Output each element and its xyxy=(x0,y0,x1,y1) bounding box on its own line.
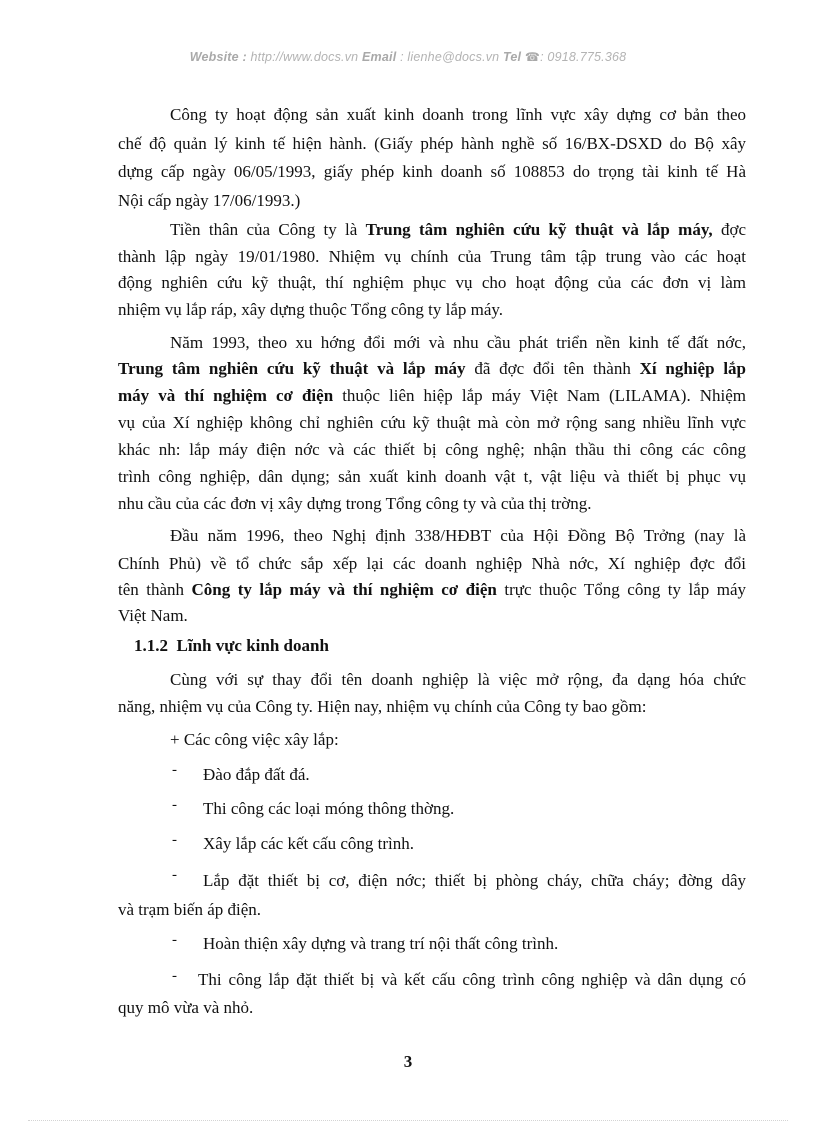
paragraph-1-line-4: Nội cấp ngày 17/06/1993.) xyxy=(118,191,301,210)
paragraph-3-line-3: máy và thí nghiệm cơ điện thuộc liên hiệp lắp máy Việt Nam (LILAMA). Nhiệm xyxy=(118,386,746,405)
page-number: 3 xyxy=(403,1052,413,1071)
list-item-6-line-2: quy mô vừa và nhỏ. xyxy=(118,998,254,1017)
list-item-2: Thi công các loại móng thông thờng. xyxy=(203,799,455,818)
list-dash: - xyxy=(172,968,177,984)
paragraph-2-line-2: thành lập ngày 19/01/1980. Nhiệm vụ chính của Trung tâm tập trung vào các hoạt xyxy=(118,247,746,266)
paragraph-4-line-4: Việt Nam. xyxy=(118,606,188,625)
paragraph-3-line-1: Năm 1993, theo xu hớng đổi mới và nhu cầu phát triển nền kinh tế đất nớc, xyxy=(170,333,746,352)
paragraph-4-line-2: Chính Phủ) về tổ chức sắp xếp lại các doanh nghiệp Nhà nớc, Xí nghiệp đợc đổi xyxy=(118,554,746,573)
paragraph-4-line-1: Đầu năm 1996, theo Nghị định 338/HĐBT của Hội Đồng Bộ Trởng (nay là xyxy=(170,526,746,545)
email-value: : lienhe@docs.vn xyxy=(400,50,500,64)
list-intro: + Các công việc xây lắp: xyxy=(170,730,339,749)
tel-value: : 0918.775.368 xyxy=(540,50,627,64)
paragraph-3-line-4: vụ của Xí nghiệp không chỉ nghiên cứu kỹ thuật mà còn mở rộng sang nhiều lĩnh vực xyxy=(118,413,746,432)
paragraph-1-line-3: dựng cấp ngày 06/05/1993, giấy phép kinh doanh số 108853 do trọng tài kinh tế Hà xyxy=(118,162,746,181)
paragraph-3-line-5: khác nh: lắp máy điện nớc và các thiết bị công nghệ; nhận thầu thi công các công xyxy=(118,440,746,459)
list-dash: - xyxy=(172,762,177,778)
section-number: 1.1.2 xyxy=(134,636,168,655)
paragraph-5-line-1: Cùng với sự thay đổi tên doanh nghiệp là việc mở rộng, đa dạng hóa chức xyxy=(170,670,746,689)
section-heading xyxy=(134,636,329,656)
list-dash: - xyxy=(172,867,177,883)
email-label: Email xyxy=(362,50,397,64)
list-dash: - xyxy=(172,932,177,948)
list-item-4-line-1: Lắp đặt thiết bị cơ, điện nớc; thiết bị phòng cháy, chữa cháy; đờng dây xyxy=(203,871,746,890)
list-dash: - xyxy=(172,832,177,848)
paragraph-5-line-2: năng, nhiệm vụ của Công ty. Hiện nay, nhiệm vụ chính của Công ty bao gồm: xyxy=(118,697,647,716)
list-item-5: Hoàn thiện xây dựng và trang trí nội thất công trình. xyxy=(203,934,559,953)
page-header xyxy=(0,50,816,64)
list-item-3: Xây lắp các kết cấu công trình. xyxy=(203,834,414,853)
section-title: Lĩnh vực kinh doanh xyxy=(176,636,329,655)
paragraph-1-line-1: Công ty hoạt động sản xuất kinh doanh trong lĩnh vực xây dựng cơ bản theo xyxy=(170,105,746,124)
phone-icon: ☎ xyxy=(524,50,541,64)
paragraph-2-line-4: nhiệm vụ lắp ráp, xây dựng thuộc Tổng công ty lắp máy. xyxy=(118,300,504,319)
list-item-4-line-2: và trạm biến áp điện. xyxy=(118,900,262,919)
website-label: Website : xyxy=(189,50,247,64)
footer-rule xyxy=(28,1120,788,1121)
paragraph-2-line-1: Tiền thân của Công ty là Trung tâm nghiên cứu kỹ thuật và lắp máy, đợc xyxy=(170,220,747,239)
list-item-1: Đào đắp đất đá. xyxy=(203,765,310,784)
tel-label: Tel xyxy=(503,50,522,64)
list-item-6-line-1: Thi công lắp đặt thiết bị và kết cấu công trình công nghiệp và dân dụng có xyxy=(198,970,746,989)
paragraph-2-line-3: động nghiên cứu kỹ thuật, thí nghiệm phục vụ cho hoạt động của các đơn vị làm xyxy=(118,273,746,292)
paragraph-3-line-6: trình công nghiệp, dân dụng; sản xuất kinh doanh vật t, vật liệu và thiết bị phục vụ xyxy=(118,467,746,486)
paragraph-1-line-2: chế độ quản lý kinh tế hiện hành. (Giấy phép hành nghề số 16/BX-DSXD do Bộ xây xyxy=(118,134,746,153)
paragraph-4-line-3: tên thành Công ty lắp máy và thí nghiệm cơ điện trực thuộc Tổng công ty lắp máy xyxy=(118,580,747,599)
paragraph-3-line-2: Trung tâm nghiên cứu kỹ thuật và lắp máy đã đợc đổi tên thành Xí nghiệp lắp xyxy=(118,359,746,378)
website-value: http://www.docs.vn xyxy=(250,50,359,64)
list-dash: - xyxy=(172,797,177,813)
paragraph-3-line-7: nhu cầu của các đơn vị xây dựng trong Tổng công ty và của thị trờng. xyxy=(118,494,592,513)
